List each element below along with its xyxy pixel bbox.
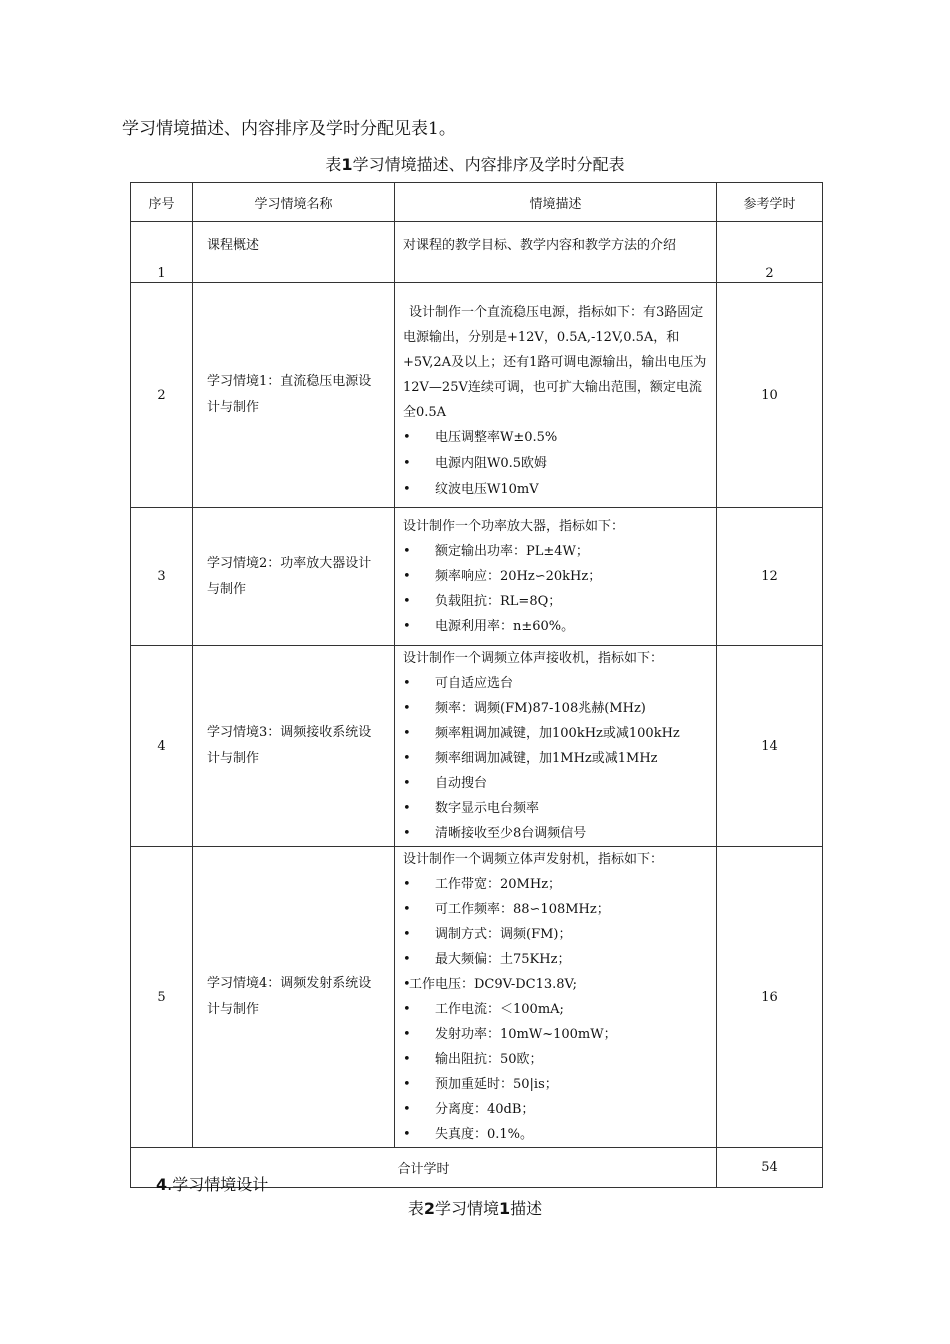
row-hours: 16 [717,847,823,1148]
table2-caption-mid: 学习情境 [434,1199,499,1218]
list-item: • 频率粗调加减键，加100kHz或减100kHz [403,721,710,746]
table-row [131,847,823,1148]
table2-caption-number2: 1 [499,1199,511,1218]
section-number: 4 [156,1175,168,1194]
row-seq: 3 [131,508,193,646]
list-item: • 工作电压：DC9V-DC13.8V; [403,972,710,997]
table-row [131,646,823,847]
row-seq: 4 [131,646,193,847]
table-row [131,283,823,508]
table1-caption [0,152,950,175]
spec-list [403,671,710,846]
list-item: • 额定输出功率：PL±4W； [403,539,710,564]
table-header-row [131,183,823,222]
list-item: • 分离度：40dB； [403,1097,710,1122]
header-desc: 情境描述 [395,183,717,222]
row-name: 学习情境2：功率放大器设计与制作 [193,508,395,646]
header-name: 学习情境名称 [193,183,395,222]
row-desc: 对课程的教学目标、教学内容和教学方法的介绍 [395,222,717,283]
list-item: • 电源内阻W0.5欧姆 [403,451,710,477]
table1-caption-prefix: 表 [325,155,342,174]
row-hours: 14 [717,646,823,847]
list-item: • 工作带宽：20MHz； [403,872,710,897]
row-seq: 1 [131,222,193,283]
list-item: • 预加重延时：50|is； [403,1072,710,1097]
section-title: .学习情境设计 [167,1175,269,1194]
total-value: 54 [717,1148,823,1188]
list-item: • 数字显示电台频率 [403,796,710,821]
learning-situation-table [130,182,823,1188]
table2-caption-text: 描述 [510,1199,543,1218]
table1-caption-number: 1 [341,155,353,174]
total-label: 合计学时 [131,1148,717,1188]
spec-list [403,425,710,503]
spec-list [403,539,710,639]
list-item: • 发射功率：10mW~100mW； [403,1022,710,1047]
row-hours: 2 [717,222,823,283]
list-item: • 自动搜台 [403,771,710,796]
list-item: • 工作电流：＜100mA; [403,997,710,1022]
row-name: 课程概述 [193,222,395,283]
row-hours: 12 [717,508,823,646]
list-item: • 频率：调频(FM)87-108兆赫(MHz) [403,696,710,721]
row-name: 学习情境1：直流稳压电源设计与制作 [193,283,395,508]
desc-intro: 设计制作一个直流稳压电源，指标如下：有3路固定电源输出，分别是+12V，0.5A,-12V,0.5A，和+5V,2A及以上；还有1路可调电源输出，输出电压为12V—25V连续可调，也可扩大输出范围，额定电流全0.5A [403,305,707,420]
header-hours: 参考学时 [717,183,823,222]
list-item: • 清晰接收至少8台调频信号 [403,821,710,846]
list-item: • 最大频偏：土75KHz； [403,947,710,972]
row-seq: 5 [131,847,193,1148]
row-desc [395,508,717,646]
row-desc [395,847,717,1148]
list-item: • 可工作频率：88∽108MHz； [403,897,710,922]
table-row [131,508,823,646]
list-item: • 电源利用率：n±60%。 [403,614,710,639]
table1-caption-text: 学习情境描述、内容排序及学时分配表 [352,155,625,174]
list-item: • 输出阻抗：50欧； [403,1047,710,1072]
list-item: • 频率响应：20Hz∽20kHz； [403,564,710,589]
list-item: • 调制方式：调频(FM)； [403,922,710,947]
table-row [131,222,823,283]
spec-list [403,872,710,1147]
list-item: • 负载阻抗：RL=8Q； [403,589,710,614]
list-item: • 频率细调加减键，加1MHz或减1MHz [403,746,710,771]
desc-intro: 设计制作一个调频立体声接收机，指标如下： [403,651,664,666]
row-seq: 2 [131,283,193,508]
table2-caption [0,1196,950,1219]
section-heading [156,1172,268,1195]
list-item: • 纹波电压W10mV [403,477,710,503]
row-name: 学习情境4：调频发射系统设计与制作 [193,847,395,1148]
intro-paragraph: 学习情境描述、内容排序及学时分配见表1。 [122,119,456,139]
header-seq: 序号 [131,183,193,222]
list-item: • 失真度：0.1%。 [403,1122,710,1147]
table2-caption-number: 2 [423,1199,435,1218]
table2-caption-prefix: 表 [407,1199,424,1218]
row-name: 学习情境3：调频接收系统设计与制作 [193,646,395,847]
desc-intro: 设计制作一个功率放大器，指标如下： [403,519,625,534]
desc-intro: 设计制作一个调频立体声发射机，指标如下： [403,852,664,867]
list-item: • 可自适应选台 [403,671,710,696]
row-desc [395,646,717,847]
list-item: • 电压调整率W±0.5% [403,425,710,451]
row-hours: 10 [717,283,823,508]
row-desc [395,283,717,508]
